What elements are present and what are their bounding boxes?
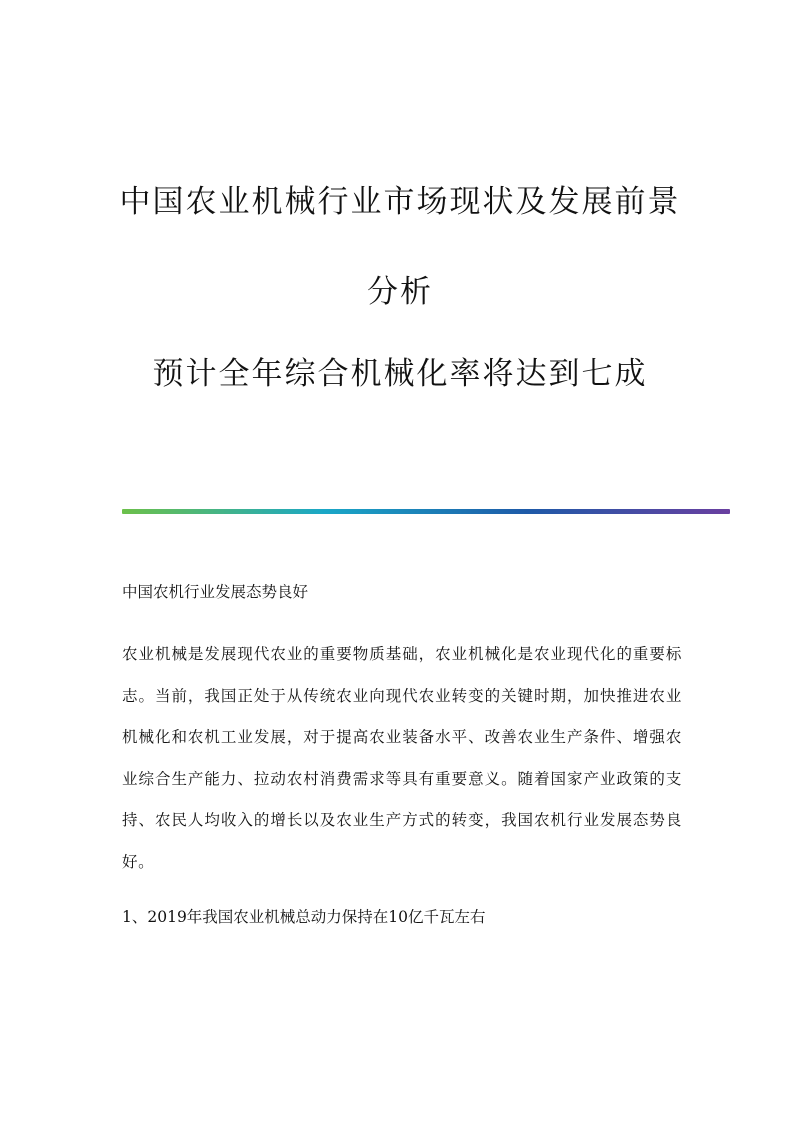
document-body — [122, 578, 682, 931]
body-paragraph: 农业机械是发展现代农业的重要物质基础，农业机械化是农业现代化的重要标志。当前，我国正处于从传统农业向现代农业转变的关键时期，加快推进农业机械化和农机工业发展，对于提高农业装备水平、改善农业生产条件、增强农业综合生产能力、拉动农村消费需求等具有重要意义。随着国家产业政策的支持、农民人均收入的增长以及农业生产方式的转变，我国农机行业发展态势良好。 — [122, 645, 682, 871]
gradient-divider — [122, 509, 730, 514]
section-heading: 中国农机行业发展态势良好 — [122, 583, 309, 601]
page-subtitle: 预计全年综合机械化率将达到七成 — [152, 356, 648, 392]
page-title-line-2: 分析 — [367, 274, 433, 310]
sub-heading: 1、2019年我国农业机械总动力保持在10亿千瓦左右 — [122, 908, 486, 926]
page-title-line-1: 中国农业机械行业市场现状及发展前景 — [119, 184, 681, 220]
